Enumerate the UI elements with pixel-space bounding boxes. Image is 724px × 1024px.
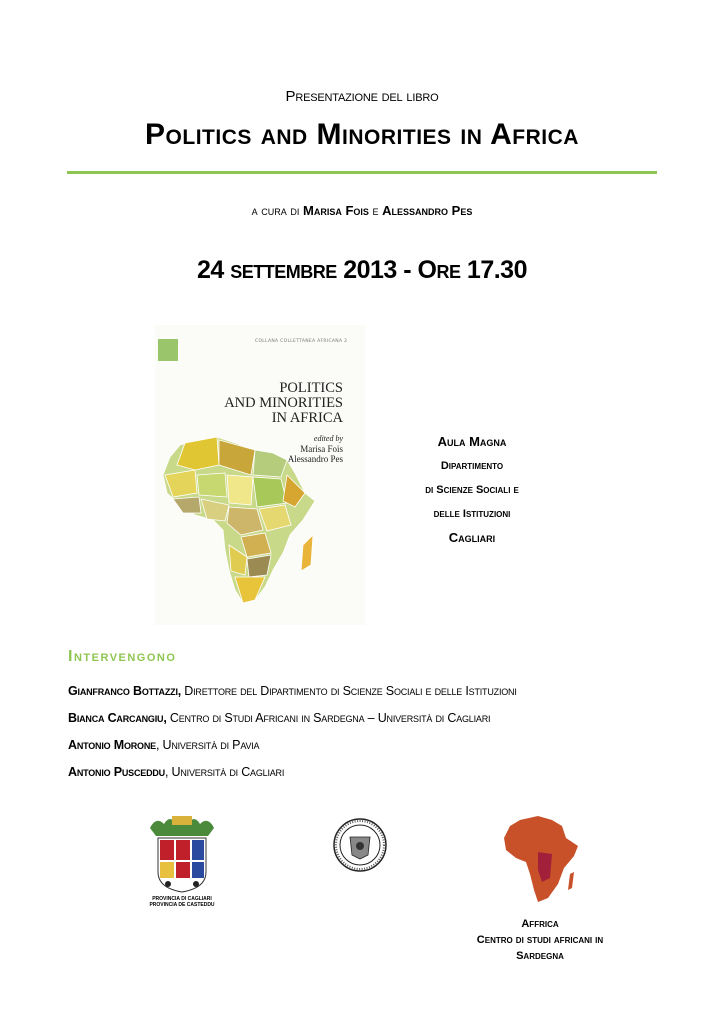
book-title: Politics and Minorities in Africa xyxy=(145,118,579,151)
affrica-caption xyxy=(420,916,660,964)
university-seal-icon xyxy=(330,815,390,875)
cover-title-line-3: IN AFRICA xyxy=(271,410,343,426)
book-cover xyxy=(155,325,365,625)
speaker-name: Antonio Morone xyxy=(68,738,156,752)
provincia-crest-icon xyxy=(142,814,222,896)
event-date: 24 settembre 2013 - Ore 17.30 xyxy=(197,256,527,284)
speaker-role: , Università di Cagliari xyxy=(164,765,285,779)
speaker-item xyxy=(68,684,517,698)
speaker-name: Antonio Pusceddu xyxy=(68,765,165,779)
cover-editor-1: Marisa Fois xyxy=(300,444,343,454)
speaker-name: Bianca Carcangiu, xyxy=(68,711,167,725)
editor-name-1: Marisa Fois xyxy=(303,203,369,218)
speaker-role: Centro di Studi Africani in Sardegna – Università di Cagliari xyxy=(166,711,491,725)
venue-dept-2: di Scienze Sociali e xyxy=(425,484,519,496)
event-kicker: Presentazione del libro xyxy=(285,88,439,105)
speaker-role: , Università di Pavia xyxy=(155,738,260,752)
speaker-item xyxy=(68,765,284,779)
venue-city: Cagliari xyxy=(448,530,496,545)
editors-prefix: a cura di xyxy=(251,203,300,218)
speaker-item xyxy=(68,738,259,752)
speakers-heading: Intervengono xyxy=(68,648,177,665)
affrica-logo xyxy=(500,812,590,912)
provincia-caption-1: PROVINCIA DI CAGLIARI xyxy=(152,896,212,902)
venue-dept-3: delle Istituzioni xyxy=(433,508,511,520)
provincia-logo xyxy=(142,814,222,914)
title-divider xyxy=(67,171,657,174)
speaker-item xyxy=(68,711,490,725)
editors-and: e xyxy=(372,203,379,218)
affrica-caption-1: Affrica xyxy=(521,918,559,930)
venue-dept-1: Dipartimento xyxy=(440,460,504,472)
speaker-role: Direttore del Dipartimento di Scienze Sociali e delle Istituzioni xyxy=(181,684,517,698)
cover-series: COLLANA COLLETTANEA AFRICANA 2 xyxy=(255,339,348,344)
editors-line xyxy=(0,203,724,218)
provincia-caption xyxy=(142,896,222,908)
cover-title-line-1: POLITICS xyxy=(279,380,343,396)
provincia-caption-2: PROVINCIA DE CASTEDDU xyxy=(149,902,215,908)
editor-name-2: Alessandro Pes xyxy=(382,203,473,218)
affrica-caption-2: Centro di studi africani in xyxy=(476,934,604,946)
affrica-africa-icon xyxy=(500,812,590,912)
cover-edited-by: edited by xyxy=(313,434,343,443)
cover-title-line-2: AND MINORITIES xyxy=(224,395,343,411)
speaker-name: Gianfranco Bottazzi, xyxy=(68,684,182,698)
university-seal xyxy=(330,815,390,875)
africa-map-icon xyxy=(155,325,365,625)
venue-hall: Aula Magna xyxy=(437,434,507,449)
affrica-caption-3: Sardegna xyxy=(516,950,564,962)
cover-editor-2: Alessandro Pes xyxy=(287,454,343,464)
venue-block xyxy=(372,430,572,550)
